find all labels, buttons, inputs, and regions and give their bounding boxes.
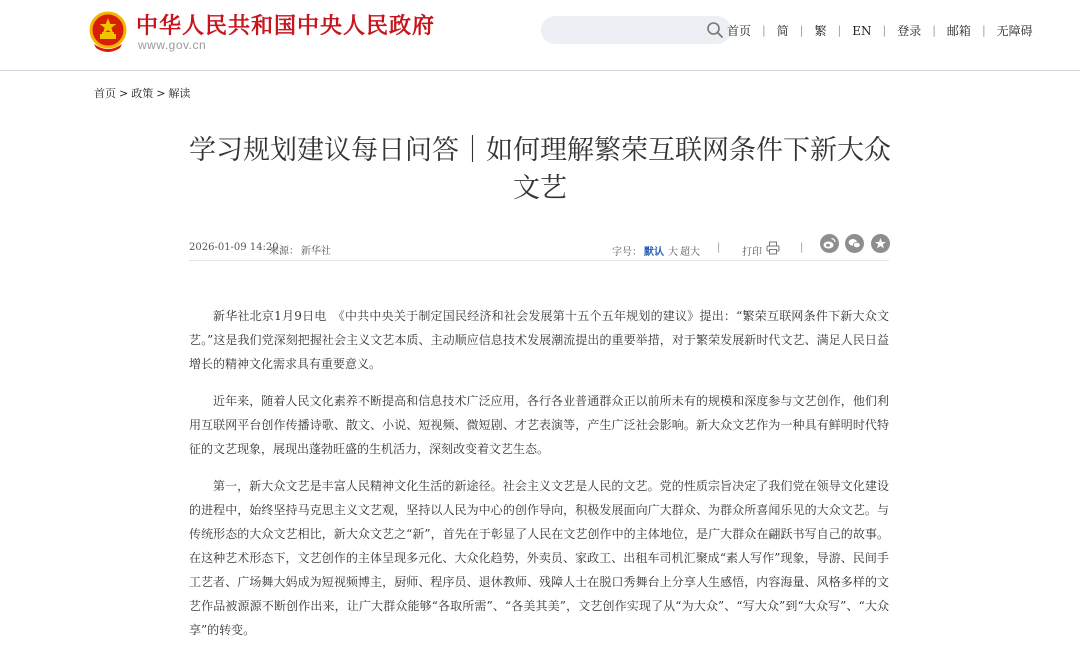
nav-traditional-link[interactable]: 繁 [814,24,827,38]
site-domain: www.gov.cn [138,38,207,52]
publish-datetime: 2026-01-09 14:20 [189,242,279,253]
nav-home-link[interactable]: 首页 [727,24,752,38]
article-paragraph: 近年来，随着人民文化素养不断提高和信息技术广泛应用，各行各业普通群众正以前所未有的规模和深度参与文艺创作，他们利用互联网平台创作传播诗歌、散文、小说、短视频、微短剧、才艺表演等，产生广泛社会影响。新大众文艺作为一种具有鲜明时代特征的文艺现象，展现出蓬勃旺盛的生机活力，深刻改变着文艺生态。 [189,394,889,456]
source-label: 来源： [269,246,299,257]
nav-simplified-link[interactable]: 简 [776,24,789,38]
weibo-share-button[interactable] [820,234,839,253]
nav-login-link[interactable]: 登录 [897,24,922,38]
nav-separator: | [932,24,936,37]
favorite-icon [871,234,890,253]
nav-separator: | [799,24,804,37]
site-header [0,0,1080,71]
nav-mail-link[interactable]: 邮箱 [946,24,971,38]
site-title[interactable]: 中华人民共和国中央人民政府 [136,14,436,39]
article-body [189,304,889,655]
article-paragraph: 新华社北京1月9日电 《中共中央关于制定国民经济和社会发展第十五个五年规划的建议》提出：“繁荣互联网条件下新大众文艺。”这是我们党深刻把握社会主义文艺本质、主动顺应信息技术发展潮流提出的重要举措，对于繁荣发展新时代文艺、满足人民日益增长的精神文化需求具有重要意义。 [189,309,889,371]
meta-separator: | [800,242,804,253]
nav-accessibility-link[interactable]: 无障碍 [996,24,1033,38]
font-size-large-button[interactable]: 大 [668,247,678,258]
national-emblem-icon[interactable] [88,10,128,54]
favorite-share-button[interactable] [871,234,890,253]
breadcrumb-separator: > [119,87,129,100]
meta-separator: | [717,242,721,253]
printer-icon[interactable] [766,241,780,255]
breadcrumb-home-link[interactable]: 首页 [94,87,116,100]
top-navigation [727,22,1033,39]
article-title: 学习规划建议每日问答｜如何理解繁荣互联网条件下新大众文艺 [189,135,891,204]
breadcrumb [94,85,190,101]
nav-english-link[interactable]: EN [852,23,872,38]
search-input[interactable] [541,16,731,44]
breadcrumb-policy-link[interactable]: 政策 [131,87,154,100]
article-meta-bar [189,240,889,261]
font-size-default-button[interactable]: 默认 [644,247,664,258]
weibo-icon [820,234,839,253]
breadcrumb-separator: > [156,87,166,100]
nav-separator: | [882,24,887,37]
article-paragraph: 第一，新大众文艺是丰富人民精神文化生活的新途径。社会主义文艺是人民的文艺。党的性质宗旨决定了我们党在领导文化建设的进程中，始终坚持马克思主义文艺观，坚持以人民为中心的创作导向，积极发展面向广大群众、为群众所喜闻乐见的大众文艺。与传统形态的大众文艺相比，新大众文艺之“新”，首先在于彰显了人民在文艺创作中的主体地位，是广大群众在翩跃书写自己的故事。在这种艺术形态下，文艺创作的主体呈现多元化、大众化趋势，外卖员、家政工、出租车司机汇聚成“素人写作”现象，导游、民间手工艺者、广场舞大妈成为短视频博主，厨师、程序员、退休教师、残障人士在脱口秀舞台上分享人生感悟，内容海量、风格多样的文艺作品被源源不断创作出来，让广大群众能够“各取所需”、“各美其美”，文艺创作实现了从“为大众”、“写大众”到“大众写”、“大众享”的转变。 [189,479,889,637]
search-icon[interactable] [706,21,724,39]
print-button[interactable]: 打印 [742,247,762,258]
font-size-xlarge-button[interactable]: 超大 [680,247,700,258]
nav-separator: | [837,24,842,37]
font-size-label: 字号： [612,247,642,258]
nav-separator: | [981,24,986,37]
wechat-icon [845,234,864,253]
nav-separator: | [762,24,766,37]
breadcrumb-interpretation-link[interactable]: 解读 [168,87,191,100]
wechat-share-button[interactable] [845,234,864,253]
article-source: 新华社 [301,246,331,257]
